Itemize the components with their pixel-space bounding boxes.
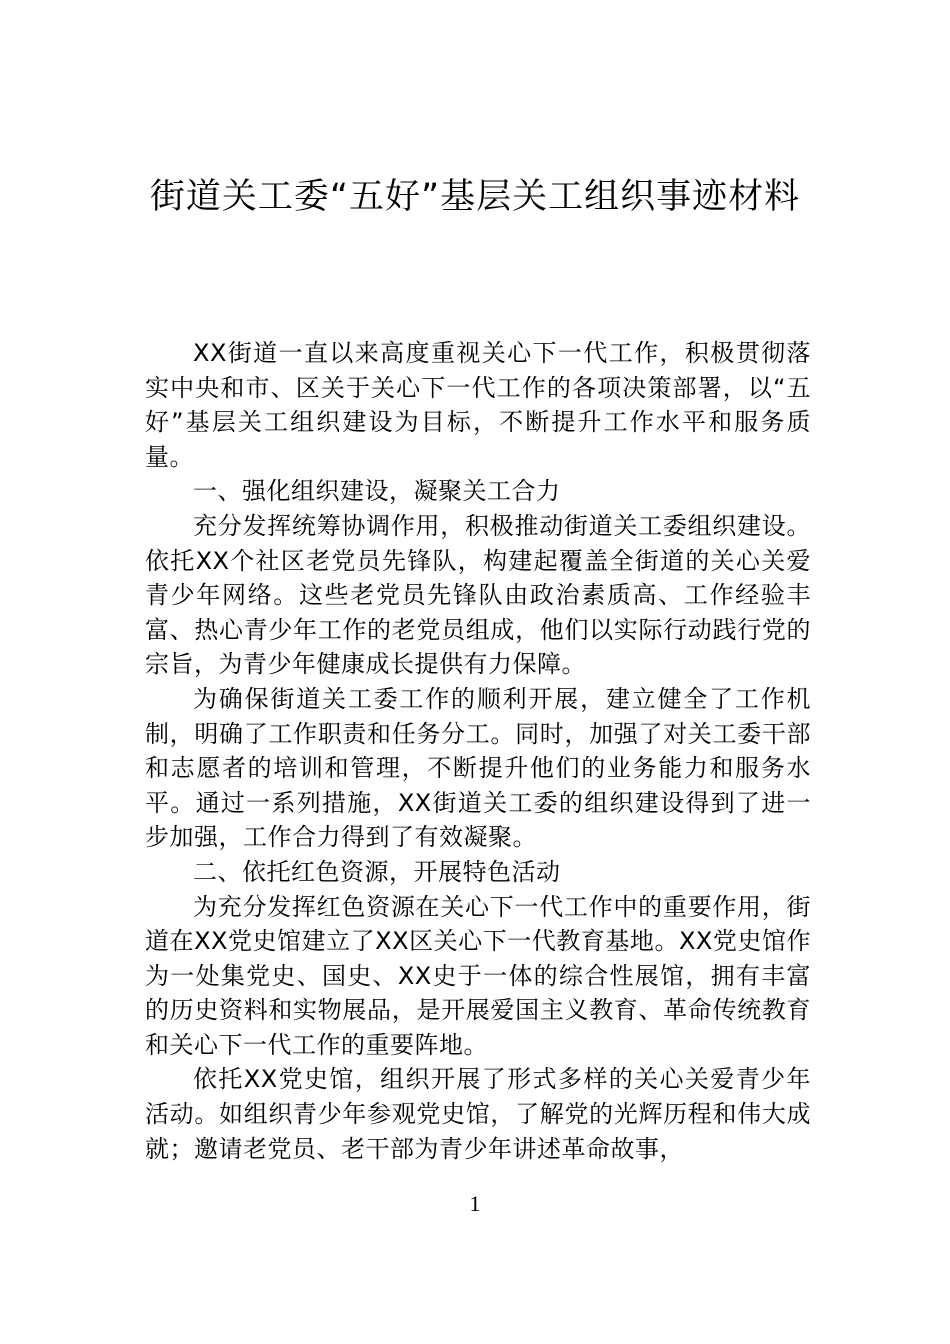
paragraph-intro: XX街道一直以来高度重视关心下一代工作，积极贯彻落实中央和市、区关于关心下一代工作的各项决策部署，以“五好”基层关工组织建设为目标，不断提升工作水平和服务质量。 [145,339,811,471]
paragraph-activities: 依托XX党史馆，组织开展了形式多样的关心关爱青少年活动。如组织青少年参观党史馆，了解党的光辉历程和伟大成就；邀请老党员、老干部为青少年讲述革命故事， [145,1065,811,1163]
section-heading-1: 一、强化组织建设，凝聚关工合力 [193,477,561,506]
page-number: 1 [469,1191,481,1216]
document-body [145,336,811,1166]
document-title: 街道关工委“五好”基层关工组织事迹材料 [149,177,801,217]
paragraph-mechanism: 为确保街道关工委工作的顺利开展，建立健全了工作机制，明确了工作职责和任务分工。同时，加强了对关工委干部和志愿者的培训和管理，不断提升他们的业务能力和服务水平。通过一系列措施，XX街道关工委的组织建设得到了进一步加强，工作合力得到了有效凝聚。 [145,684,811,852]
paragraph-organization: 充分发挥统筹协调作用，积极推动街道关工委组织建设。依托XX个社区老党员先锋队，构建起覆盖全街道的关心关爱青少年网络。这些老党员先锋队由政治素质高、工作经验丰富、热心青少年工作的老党员组成，他们以实际行动践行党的宗旨，为青少年健康成长提供有力保障。 [145,511,811,679]
section-heading-2: 二、依托红色资源，开展特色活动 [193,857,561,886]
paragraph-red-resources: 为充分发挥红色资源在关心下一代工作中的重要作用，街道在XX党史馆建立了XX区关心下一代教育基地。XX党史馆作为一处集党史、国史、XX史于一体的综合性展馆，拥有丰富的历史资料和实物展品，是开展爱国主义教育、革命传统教育和关心下一代工作的重要阵地。 [145,892,811,1059]
